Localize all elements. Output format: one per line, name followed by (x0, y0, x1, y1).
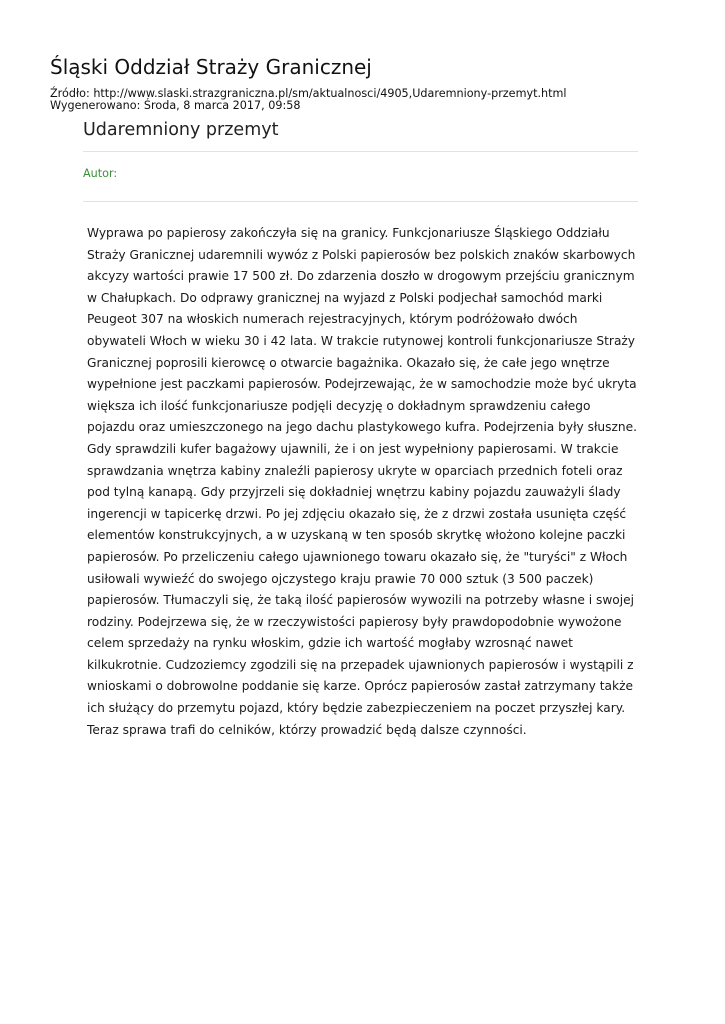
article-body (83, 223, 637, 741)
site-title: Śląski Oddział Straży Granicznej (50, 55, 372, 79)
article-paragraph: Wyprawa po papierosy zakończyła się na granicy. Funkcjonariusze Śląskiego Oddziału Straży Granicznej udaremnili wywóz z Polski papierosów bez polskich znaków skarbowych akcyzy wartości prawie 17 500 zł. Do zdarzenia doszło w drogowym przejściu granicznym w Chałupkach. Do odprawy granicznej na wyjazd z Polski podjechał samochód marki Peugeot 307 na włoskich numerach rejestracyjnych, którym podróżowało dwóch obywateli Włoch w wieku 30 i 42 lata. W trakcie rutynowej kontroli funkcjonariusze Straży Granicznej poprosili kierowcę o otwarcie bagażnika. Okazało się, że całe jego wnętrze wypełnione jest paczkami papierosów. Podejrzewając, że w samochodzie może być ukryta większa ich ilość funkcjonariusze podjęli decyzję o dokładnym sprawdzeniu całego pojazdu oraz umieszczonego na jego dachu plastykowego kufra. Podejrzenia były słuszne. Gdy sprawdzili kufer bagażowy ujawnili, że i on jest wypełniony papierosami. W trakcie sprawdzania wnętrza kabiny znaleźli papierosy ukryte w oparciach przednich foteli oraz pod tylną kanapą. Gdy przyjrzeli się dokładniej wnętrzu kabiny pojazdu zauważyli ślady ingerencji w tapicerkę drzwi. Po jej zdjęciu okazało się, że z drzwi została usunięta część elementów konstrukcyjnych, a w uzyskaną w ten sposób skrytkę włożono kolejne paczki papierosów. Po przeliczeniu całego ujawnionego towaru okazało się, że "turyści" z Włoch usiłowali wywieźć do swojego ojczystego kraju prawie 70 000 sztuk (3 500 paczek) papierosów. Tłumaczyli się, że taką ilość papierosów wywozili na potrzeby własne i swojej rodziny. Podejrzewa się, że w rzeczywistości papierosy były prawdopodobnie wywożone celem sprzedaży na rynku włoskim, gdzie ich wartość mogłaby wzrosnąć nawet kilkukrotnie. Cudzoziemcy zgodzili się na przepadek ujawnionych papierosów i wystąpili z wnioskami o dobrowolne poddanie się karze. Oprócz papierosów zastał zatrzymany także ich służący do przemytu pojazd, który będzie zabezpieczeniem na poczet przyszłej kary. Teraz sprawa trafi do celników, którzy prowadzić będą dalsze czynności. (87, 226, 638, 737)
generated-date: Środa, 8 marca 2017, 09:58 (143, 99, 301, 112)
generated-line (50, 100, 690, 112)
author-block (83, 152, 638, 202)
print-meta (50, 88, 690, 112)
page-header (50, 55, 690, 112)
author-label: Autor: (83, 167, 118, 180)
article (83, 116, 638, 741)
generated-label: Wygenerowano: (50, 99, 141, 112)
source-url: http://www.slaski.strazgraniczna.pl/sm/aktualnosci/4905,Udaremniony-przemyt.html (93, 87, 567, 100)
source-label: Źródło: (50, 87, 90, 100)
article-title: Udaremniony przemyt (83, 116, 638, 152)
